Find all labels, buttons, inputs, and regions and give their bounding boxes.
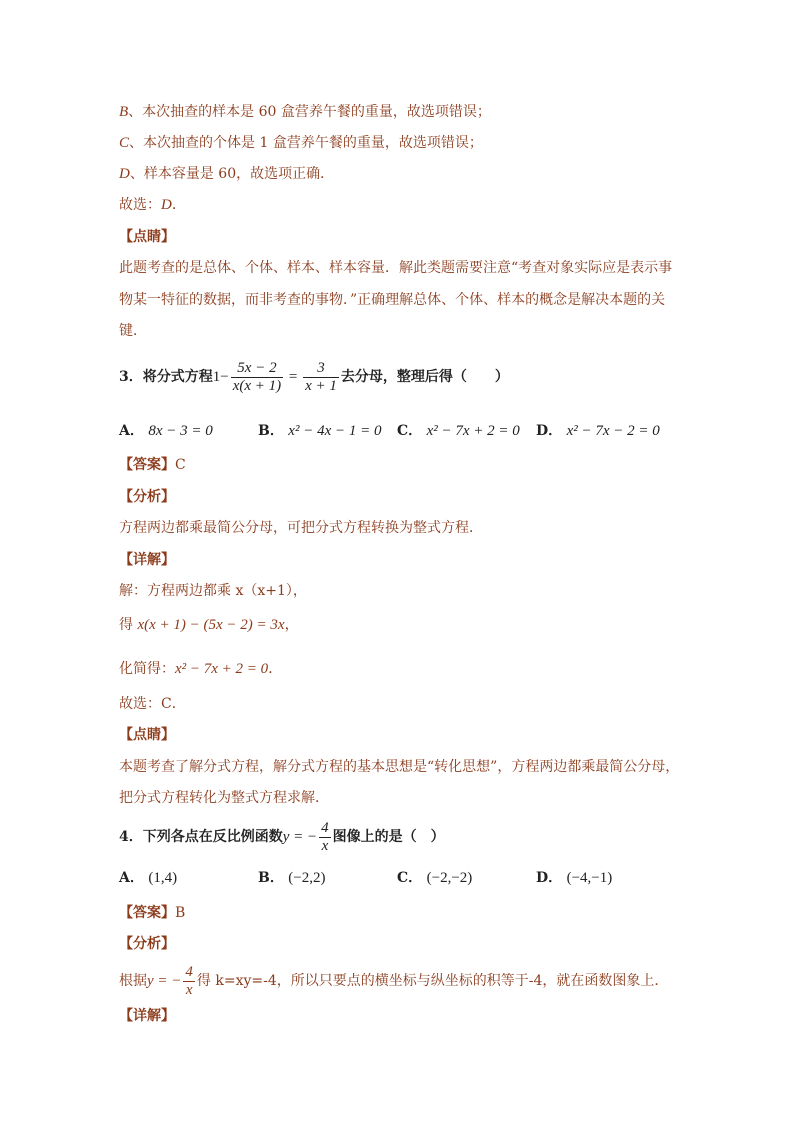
fraction-numerator: 4 [185,963,193,980]
fraction-numerator: 3 [303,360,339,378]
option-b [258,867,326,887]
option-expression: (−2,2) [288,870,326,886]
option-expression: (−2,−2) [426,870,473,886]
analysis-text: 方程两边都乘最简公分母，可把分式方程转换为整式方程． [119,520,483,536]
option-a [119,867,177,887]
answer-line [119,455,186,475]
question-text: 去分母，整理后得（ ） [340,369,509,385]
choose-line: 故选：C． [119,696,186,712]
detail-line-1: 解：方程两边都乘 x（x+1）， [119,583,307,599]
option-label: A． [119,423,144,439]
solution-text: 、本次抽查的样本是 60 盒营养午餐的重量，故选项错误； [128,104,491,120]
solution-line-d [119,164,334,184]
detail-tag: 【详解】 [119,1008,175,1024]
detail-line-2 [119,615,299,635]
detail-tag: 【详解】 [119,552,175,568]
solution-text: 、样本容量是 60，故选项正确． [129,166,335,182]
answer-tag: 【答案】 [119,905,175,921]
review-text-line: 键． [119,323,147,339]
function-lhs: y = − [282,829,318,845]
option-label: C． [397,870,423,886]
analysis-suffix: 得 k=xy=-4，所以只要点的横坐标与纵坐标的积等于-4，就在函数图象上． [196,973,669,989]
detail-suffix: ． [268,661,283,677]
answer-tag: 【答案】 [119,457,175,473]
option-c [397,867,472,887]
choose-letter: D [161,197,172,213]
option-d [536,420,660,440]
detail-prefix: 得 [119,617,138,633]
question-number: 3． [119,369,143,385]
analysis-prefix: 根据 [119,973,147,989]
fraction-left [231,360,283,395]
option-expression: x² − 7x + 2 = 0 [426,423,520,439]
solution-line-c [119,133,483,153]
fraction-denominator: x [185,981,193,998]
function-fraction [319,820,331,855]
option-expression: (1,4) [148,870,178,886]
review-tag: 【点睛】 [119,229,175,245]
equals-sign: = [285,369,302,385]
choose-label: 故选： [119,197,161,213]
review-text-line: 本题考查了解分式方程，解分式方程的基本思想是“转化思想”，方程两边都乘最简公分母， [119,759,680,775]
choose-end: ． [171,197,186,213]
analysis-text [119,960,668,1002]
fraction-right [303,360,339,395]
choose-line [119,195,186,215]
fraction-numerator: 4 [321,819,329,836]
function-fraction [183,964,195,999]
question-number: 4． [119,829,143,845]
review-text-line: 把分式方程转化为整式方程求解． [119,790,329,806]
option-letter: D [119,166,130,182]
option-expression: (−4,−1) [566,870,613,886]
function-lhs: y = − [147,973,182,989]
option-expression: 8x − 3 = 0 [148,423,213,439]
option-label: D． [536,423,563,439]
solution-text: 、本次抽查的个体是 1 盒营养午餐的重量，故选项错误； [129,135,483,151]
option-expression: x² − 7x − 2 = 0 [566,423,660,439]
analysis-tag: 【分析】 [119,936,175,952]
answer-value: B [175,905,186,921]
option-a [119,420,213,440]
solution-line-b [119,102,491,122]
option-label: C． [397,423,423,439]
detail-expression: x(x + 1) − (5x − 2) = 3x [137,617,285,633]
review-text-line: 物某一特征的数据，而非考查的事物．”正确理解总体、个体、样本的概念是解决本题的关 [119,292,666,308]
detail-suffix: ， [284,617,299,633]
option-label: B． [258,423,284,439]
question-text: 图像上的是（ ） [332,829,445,845]
option-b [258,420,381,440]
answer-line [119,903,185,923]
fraction-numerator: 5x − 2 [231,360,283,378]
review-tag: 【点睛】 [119,727,175,743]
option-c [397,420,520,440]
question-3-stem [119,356,509,398]
fraction-denominator: x + 1 [305,377,337,394]
detail-expression: x² − 7x + 2 = 0 [175,661,269,677]
option-expression: x² − 4x − 1 = 0 [288,423,382,439]
question-4-stem [119,816,445,858]
question-text: 下列各点在反比例函数 [142,829,283,845]
option-letter: B [119,104,129,120]
option-label: B． [258,870,284,886]
question-text: 将分式方程 [142,369,213,385]
analysis-tag: 【分析】 [119,489,175,505]
detail-line-3 [119,659,282,679]
option-letter: C [119,135,130,151]
option-label: D． [536,870,563,886]
detail-prefix: 化简得： [119,661,175,677]
option-d [536,867,612,887]
fraction-denominator: x [321,837,329,854]
equation-one: 1− [212,369,229,385]
option-label: A． [119,870,144,886]
review-text-line: 此题考查的是总体、个体、样本、样本容量．解此类题需要注意“考查对象实际应是表示事 [119,260,673,276]
fraction-denominator: x(x + 1) [232,377,282,394]
answer-value: C [175,457,186,473]
